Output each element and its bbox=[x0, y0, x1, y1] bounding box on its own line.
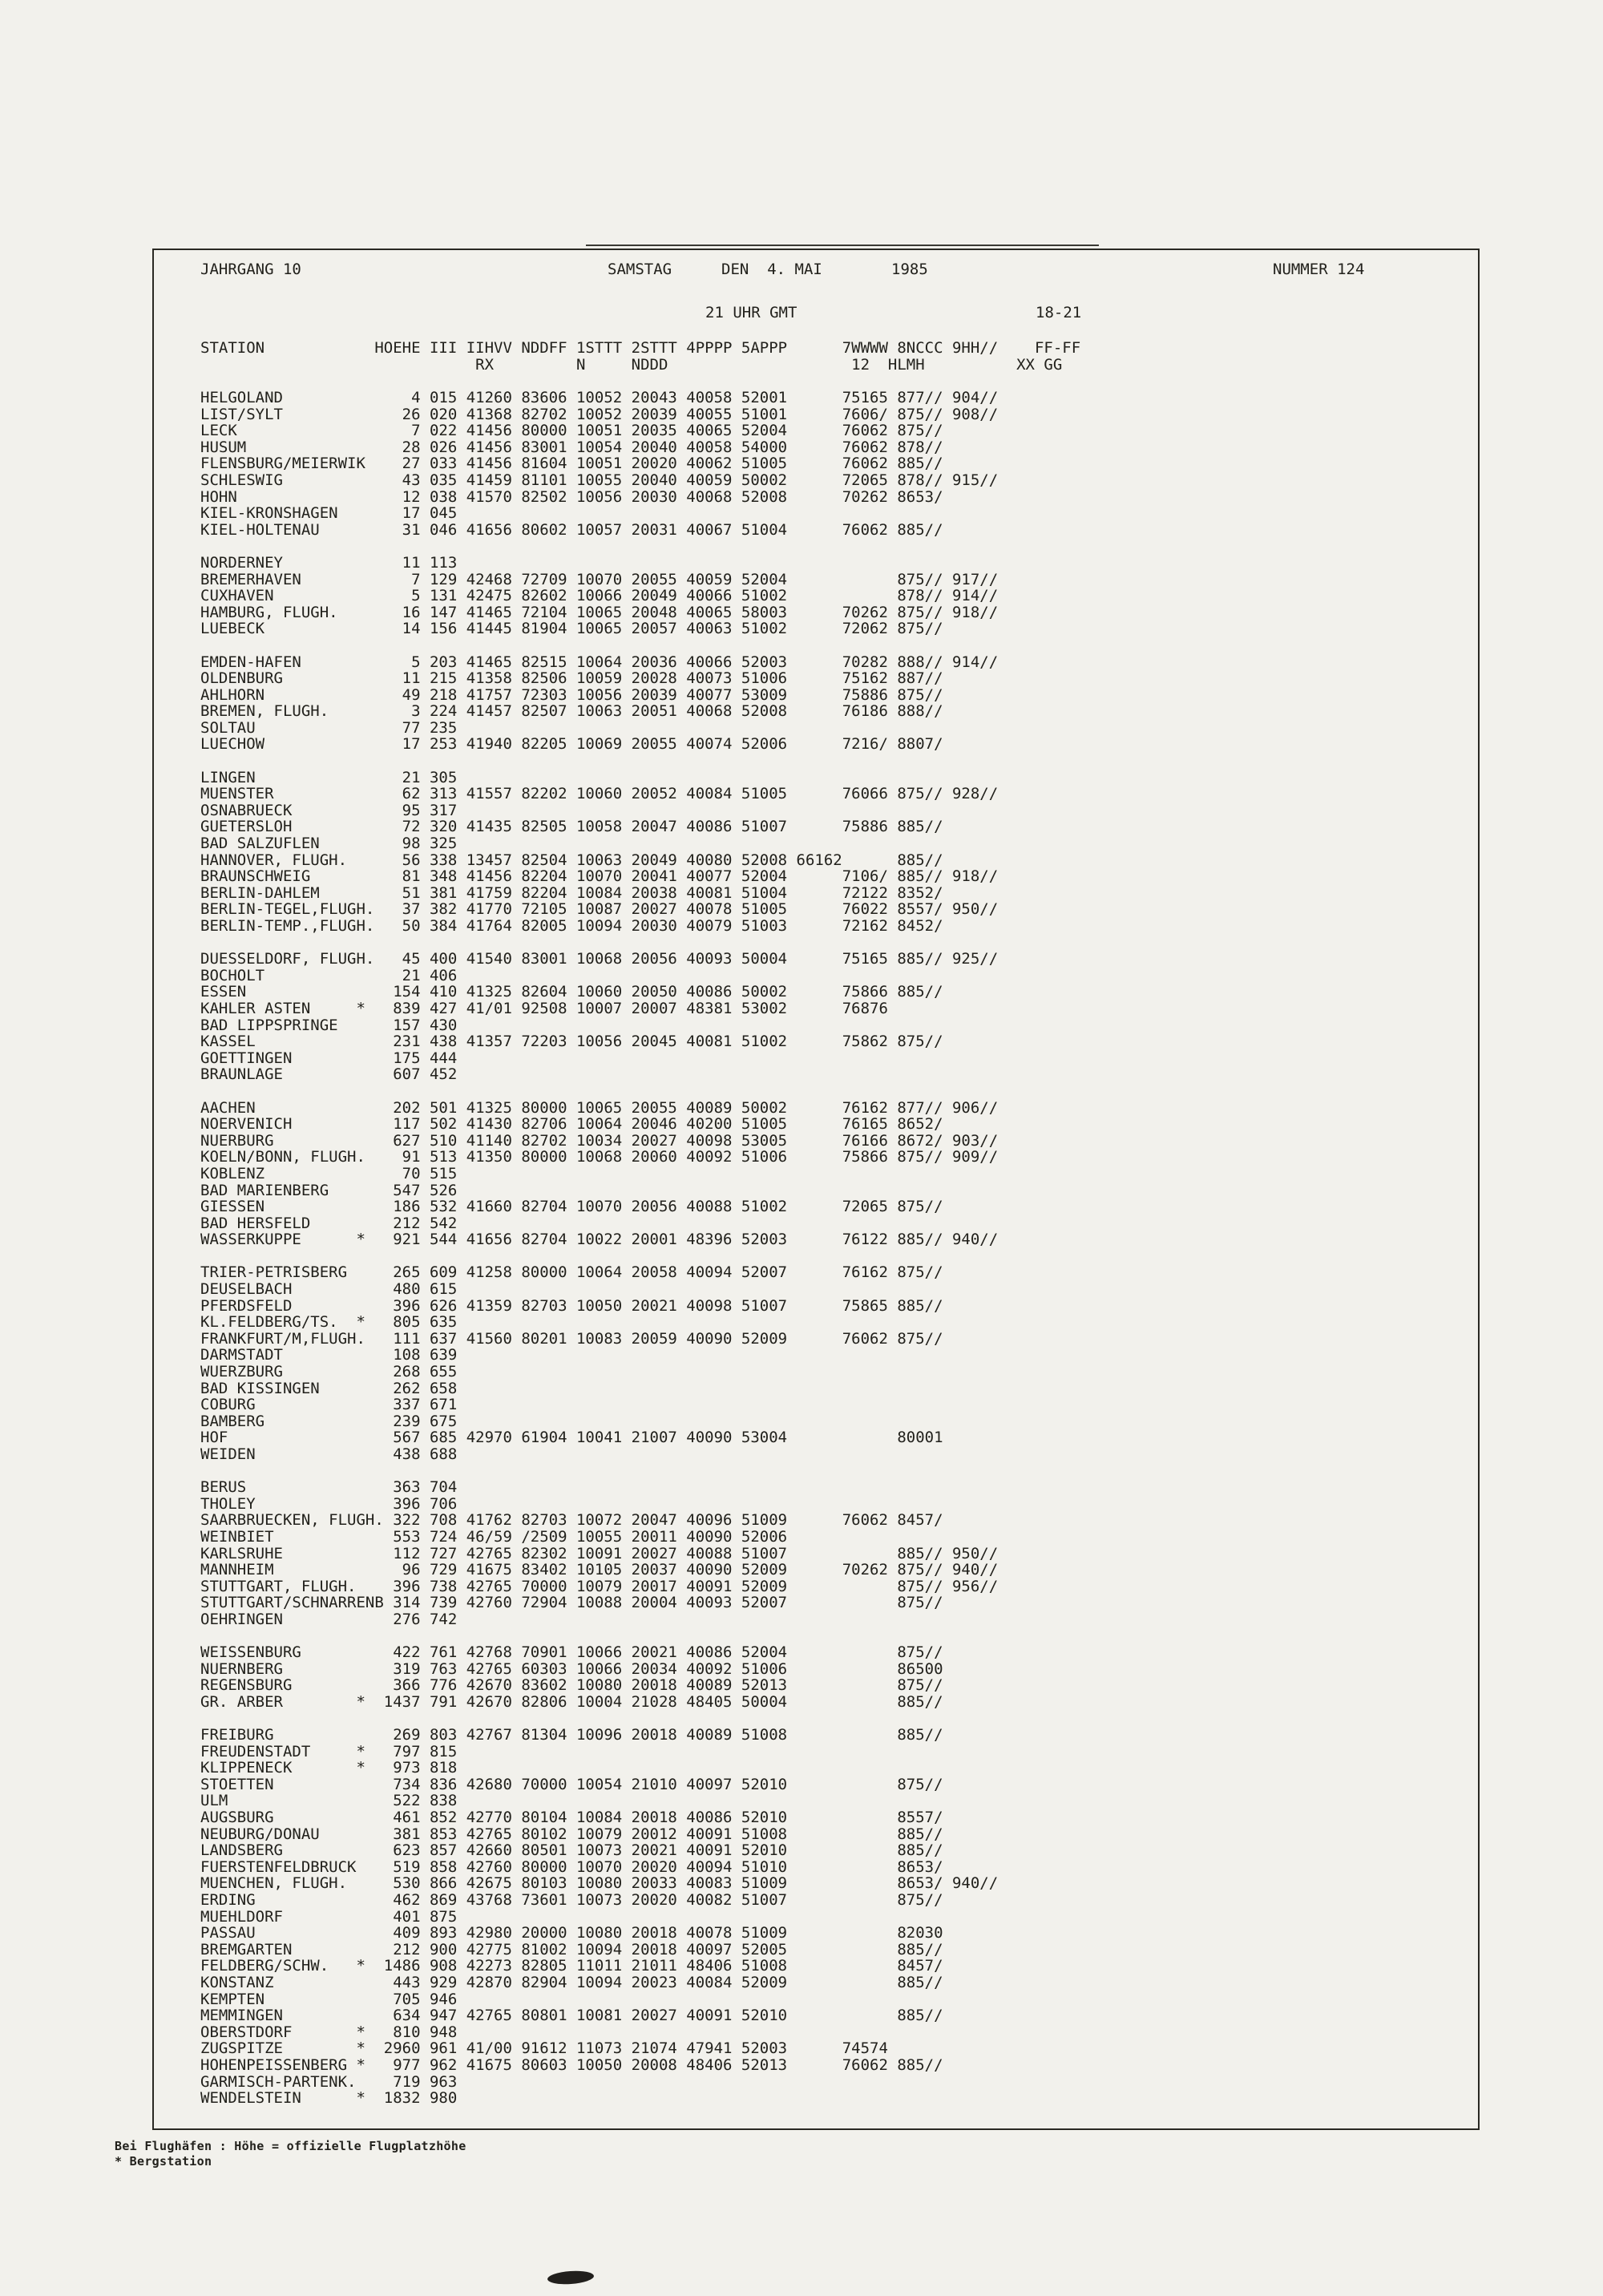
table-row: DEUSELBACH 480 615 bbox=[200, 1280, 458, 1299]
table-row: KIEL-HOLTENAU 31 046 41656 80602 10057 20031 40067 51004 76062 885// bbox=[200, 520, 943, 539]
table-row: KEMPTEN 705 946 bbox=[200, 1990, 458, 2008]
table-row: FRANKFURT/M,FLUGH. 111 637 41560 80201 10083 20059 40090 52009 76062 875// bbox=[200, 1329, 943, 1348]
footer-note-airports: Bei Flughäfen : Höhe = offizielle Flugplatzhöhe bbox=[115, 2139, 466, 2153]
table-row: GUETERSLOH 72 320 41435 82505 10058 20047 40086 51007 75886 885// bbox=[200, 818, 943, 836]
table-row: HANNOVER, FLUGH. 56 338 13457 82504 10063 20049 40080 52008 66162 885// bbox=[200, 851, 943, 869]
table-row: LIST/SYLT 26 020 41368 82702 10052 20039 40055 51001 7606/ 875// 908// bbox=[200, 405, 999, 423]
journal-volume: JAHRGANG 10 bbox=[200, 261, 301, 278]
table-row: MANNHEIM 96 729 41675 83402 10105 20037 40090 52009 70262 875// 940// bbox=[200, 1561, 999, 1579]
table-row: BRAUNSCHWEIG 81 348 41456 82204 10070 20041 40077 52004 7106/ 885// 918// bbox=[200, 867, 999, 886]
table-row: OSNABRUECK 95 317 bbox=[200, 801, 458, 819]
table-row: BRAUNLAGE 607 452 bbox=[200, 1065, 458, 1084]
table-row: LECK 7 022 41456 80000 10051 20035 40065 52004 76062 875// bbox=[200, 422, 943, 440]
table-row: THOLEY 396 706 bbox=[200, 1494, 458, 1513]
table-row: BAMBERG 239 675 bbox=[200, 1412, 458, 1430]
table-row: MUENCHEN, FLUGH. 530 866 42675 80103 10080 20033 40083 51009 8653/ 940// bbox=[200, 1874, 999, 1893]
table-row: AHLHORN 49 218 41757 72303 10056 20039 40077 53009 75886 875// bbox=[200, 685, 943, 704]
table-row: KAHLER ASTEN * 839 427 41/01 92508 10007 20007 48381 53002 76876 bbox=[200, 999, 888, 1017]
table-row: BREMGARTEN 212 900 42775 81002 10094 20018 40097 52005 885// bbox=[200, 1940, 943, 1958]
table-row: HELGOLAND 4 015 41260 83606 10052 20043 40058 52001 75165 877// 904// bbox=[200, 389, 999, 406]
time-range-label: 18-21 bbox=[1036, 304, 1082, 321]
table-row: HOHN 12 038 41570 82502 10056 20030 40068 52008 70262 8653/ bbox=[200, 487, 943, 506]
table-row: DARMSTADT 108 639 bbox=[200, 1346, 458, 1364]
table-row: LUECHOW 17 253 41940 82205 10069 20055 40074 52006 7216/ 8807/ bbox=[200, 735, 943, 754]
station-group bbox=[200, 770, 998, 935]
issue-date: DEN 4. MAI bbox=[721, 261, 822, 278]
table-row: STOETTEN 734 836 42680 70000 10054 21010 40097 52010 875// bbox=[200, 1775, 943, 1793]
station-group bbox=[200, 1264, 998, 1462]
table-row: NUERBURG 627 510 41140 82702 10034 20027 40098 53005 76166 8672/ 903// bbox=[200, 1131, 999, 1150]
table-row: REGENSBURG 366 776 42670 83602 10080 20018 40089 52013 875// bbox=[200, 1676, 943, 1695]
table-row: BAD HERSFELD 212 542 bbox=[200, 1214, 458, 1232]
table-row: FUERSTENFELDBRUCK 519 858 42760 80000 10070 20020 40094 51010 8653/ bbox=[200, 1857, 943, 1876]
table-row: PASSAU 409 893 42980 20000 10080 20018 40078 51009 82030 bbox=[200, 1924, 943, 1942]
table-row: STUTTGART, FLUGH. 396 738 42765 70000 10079 20017 40091 52009 875// 956// bbox=[200, 1577, 999, 1595]
footer-note-mountain-station: * Bergstation bbox=[115, 2154, 212, 2169]
station-group bbox=[200, 1479, 998, 1627]
table-row: GR. ARBER * 1437 791 42670 82806 10004 21028 48405 50004 885// bbox=[200, 1692, 943, 1711]
table-row: AUGSBURG 461 852 42770 80104 10084 20018 40086 52010 8557/ bbox=[200, 1809, 943, 1827]
table-row: LANDSBERG 623 857 42660 80501 10073 20021 40091 52010 885// bbox=[200, 1841, 943, 1860]
table-row: FREIBURG 269 803 42767 81304 10096 20018 40089 51008 885// bbox=[200, 1726, 943, 1744]
table-row: HOF 567 685 42970 61904 10041 21007 40090 53004 80001 bbox=[200, 1429, 943, 1447]
table-row: FLENSBURG/MEIERWIK 27 033 41456 81604 10051 20020 40062 51005 76062 885// bbox=[200, 455, 943, 473]
table-row: LUEBECK 14 156 41445 81904 10065 20057 40063 51002 72062 875// bbox=[200, 620, 943, 638]
table-row: FELDBERG/SCHW. * 1486 908 42273 82805 11011 21011 48406 51008 8457/ bbox=[200, 1957, 943, 1975]
station-group bbox=[200, 654, 998, 754]
issue-weekday: SAMSTAG bbox=[608, 261, 672, 278]
table-row: WEISSENBURG 422 761 42768 70901 10066 20021 40086 52004 875// bbox=[200, 1643, 943, 1662]
table-row: WASSERKUPPE * 921 544 41656 82704 10022 20001 48396 52003 76122 885// 940// bbox=[200, 1231, 999, 1249]
table-row: MUEHLDORF 401 875 bbox=[200, 1907, 458, 1926]
table-row: BERLIN-TEGEL,FLUGH. 37 382 41770 72105 10087 20027 40078 51005 76022 8557/ 950// bbox=[200, 900, 999, 919]
issue-year: 1985 bbox=[891, 261, 928, 278]
table-row: CUXHAVEN 5 131 42475 82602 10066 20049 40066 51002 878// 914// bbox=[200, 587, 999, 605]
table-row: ULM 522 838 bbox=[200, 1792, 458, 1810]
column-header-row-1: STATION HOEHE III IIHVV NDDFF 1STTT 2STTT 4PPPP 5APPP 7WWWW 8NCCC 9HH// FF-FF bbox=[200, 339, 1081, 357]
table-row: HAMBURG, FLUGH. 16 147 41465 72104 10065 20048 40065 58003 70262 875// 918// bbox=[200, 603, 999, 621]
table-row: WEIDEN 438 688 bbox=[200, 1445, 458, 1463]
table-row: ZUGSPITZE * 2960 961 41/00 91612 11073 21074 47941 52003 74574 bbox=[200, 2039, 888, 2058]
table-row: MUENSTER 62 313 41557 82202 10060 20052 40084 51005 76066 875// 928// bbox=[200, 785, 999, 803]
table-row: KLIPPENECK * 973 818 bbox=[200, 1759, 458, 1777]
table-row: COBURG 337 671 bbox=[200, 1396, 458, 1414]
table-row: KOBLENZ 70 515 bbox=[200, 1164, 458, 1182]
table-row: KARLSRUHE 112 727 42765 82302 10091 20027 40088 51007 885// 950// bbox=[200, 1544, 999, 1562]
table-row: AACHEN 202 501 41325 80000 10065 20055 40089 50002 76162 877// 906// bbox=[200, 1098, 999, 1117]
data-rows bbox=[200, 390, 998, 2123]
table-row: BAD LIPPSPRINGE 157 430 bbox=[200, 1016, 458, 1034]
station-group bbox=[200, 555, 998, 637]
table-row: HUSUM 28 026 41456 83001 10054 20040 40058 54000 76062 878// bbox=[200, 438, 943, 456]
table-row: BOCHOLT 21 406 bbox=[200, 966, 458, 984]
table-row: HOHENPEISSENBERG * 977 962 41675 80603 10050 20008 48406 52013 76062 885// bbox=[200, 2055, 943, 2074]
table-row: BERUS 363 704 bbox=[200, 1478, 458, 1497]
table-row: WEINBIET 553 724 46/59 /2509 10055 20011 40090 52006 bbox=[200, 1527, 788, 1546]
column-header-row-2: RX N NDDD 12 HLMH XX GG bbox=[200, 356, 1063, 374]
table-row: NEUBURG/DONAU 381 853 42765 80102 10079 20012 40091 51008 885// bbox=[200, 1825, 943, 1843]
table-row: KOELN/BONN, FLUGH. 91 513 41350 80000 10068 20060 40092 51006 75866 875// 909// bbox=[200, 1148, 999, 1166]
table-row: LINGEN 21 305 bbox=[200, 768, 458, 786]
table-row: KASSEL 231 438 41357 72203 10056 20045 40081 51002 75862 875// bbox=[200, 1033, 943, 1051]
table-row: NUERNBERG 319 763 42765 60303 10066 20034 40092 51006 86500 bbox=[200, 1659, 943, 1678]
table-row: ERDING 462 869 43768 73601 10073 20020 40082 51007 875// bbox=[200, 1891, 943, 1910]
station-group bbox=[200, 1100, 998, 1248]
table-row: GOETTINGEN 175 444 bbox=[200, 1049, 458, 1067]
table-row: BAD MARIENBERG 547 526 bbox=[200, 1181, 458, 1199]
table-row: BAD KISSINGEN 262 658 bbox=[200, 1379, 458, 1397]
table-row: GIESSEN 186 532 41660 82704 10070 20056 40088 51002 72065 875// bbox=[200, 1198, 943, 1216]
table-row: EMDEN-HAFEN 5 203 41465 82515 10064 20036 40066 52003 70282 888// 914// bbox=[200, 653, 999, 671]
scan-line-artifact bbox=[586, 245, 1099, 246]
table-row: ESSEN 154 410 41325 82604 10060 20050 40086 50002 75866 885// bbox=[200, 983, 943, 1001]
table-row: DUESSELDORF, FLUGH. 45 400 41540 83001 10068 20056 40093 50004 75165 885// 925// bbox=[200, 950, 999, 968]
station-group bbox=[200, 1727, 998, 2107]
station-group bbox=[200, 390, 998, 538]
table-row: NOERVENICH 117 502 41430 82706 10064 20046 40200 51005 76165 8652/ bbox=[200, 1115, 943, 1134]
table-row: FREUDENSTADT * 797 815 bbox=[200, 1742, 458, 1760]
table-row: OEHRINGEN 276 742 bbox=[200, 1610, 458, 1628]
table-row: OLDENBURG 11 215 41358 82506 10059 20028 40073 51006 75162 887// bbox=[200, 669, 943, 688]
issue-number: NUMMER 124 bbox=[1273, 261, 1365, 278]
table-row: KL.FELDBERG/TS. * 805 635 bbox=[200, 1313, 458, 1332]
station-group bbox=[200, 951, 998, 1083]
table-row: BAD SALZUFLEN 98 325 bbox=[200, 835, 458, 853]
station-group bbox=[200, 1644, 998, 1710]
table-row: GARMISCH-PARTENK. 719 963 bbox=[200, 2072, 458, 2091]
scan-smudge-artifact bbox=[547, 2270, 595, 2286]
table-row: OBERSTDORF * 810 948 bbox=[200, 2023, 458, 2041]
table-row: BERLIN-DAHLEM 51 381 41759 82204 10084 20038 40081 51004 72122 8352/ bbox=[200, 883, 943, 902]
table-row: MEMMINGEN 634 947 42765 80801 10081 20027 40091 52010 885// bbox=[200, 2007, 943, 2025]
observation-time-label: 21 UHR GMT bbox=[705, 304, 797, 321]
table-row: NORDERNEY 11 113 bbox=[200, 553, 458, 572]
table-row: KONSTANZ 443 929 42870 82904 10094 20023 40084 52009 885// bbox=[200, 1974, 943, 1991]
table-row: WENDELSTEIN * 1832 980 bbox=[200, 2089, 458, 2108]
table-row: PFERDSFELD 396 626 41359 82703 10050 20021 40098 51007 75865 885// bbox=[200, 1296, 943, 1315]
table-row: SOLTAU 77 235 bbox=[200, 718, 458, 737]
table-row: WUERZBURG 268 655 bbox=[200, 1363, 458, 1381]
table-row: KIEL-KRONSHAGEN 17 045 bbox=[200, 504, 458, 523]
table-row: TRIER-PETRISBERG 265 609 41258 80000 10064 20058 40094 52007 76162 875// bbox=[200, 1263, 943, 1282]
table-row: STUTTGART/SCHNARRENB 314 739 42760 72904 10088 20004 40093 52007 875// bbox=[200, 1594, 943, 1612]
table-row: BERLIN-TEMP.,FLUGH. 50 384 41764 82005 10094 20030 40079 51003 72162 8452/ bbox=[200, 917, 943, 935]
table-row: SCHLESWIG 43 035 41459 81101 10055 20040 40059 50002 72065 878// 915// bbox=[200, 471, 999, 489]
table-row: SAARBRUECKEN, FLUGH. 322 708 41762 82703 10072 20047 40096 51009 76062 8457/ bbox=[200, 1511, 943, 1530]
table-row: BREMERHAVEN 7 129 42468 72709 10070 20055 40059 52004 875// 917// bbox=[200, 570, 999, 588]
table-row: BREMEN, FLUGH. 3 224 41457 82507 10063 20051 40068 52008 76186 888// bbox=[200, 702, 943, 721]
